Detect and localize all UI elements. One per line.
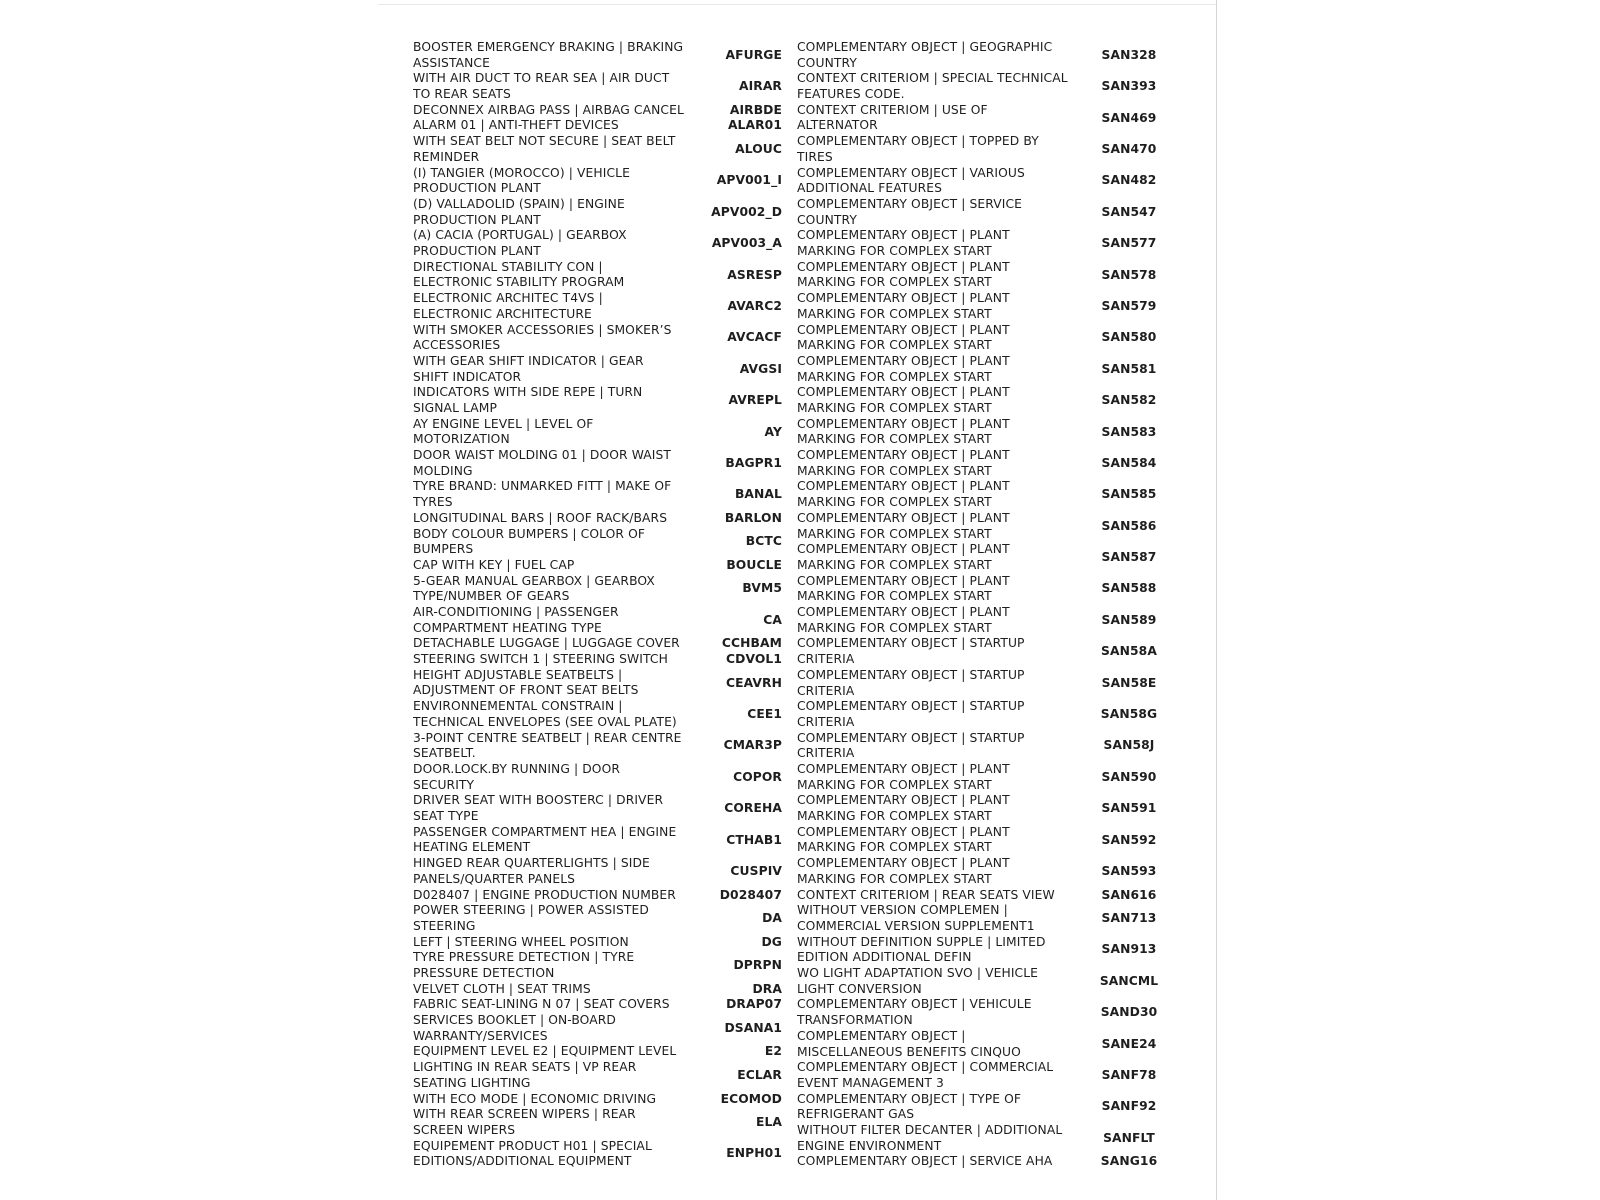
attribute-code: SAN587 <box>1101 550 1157 565</box>
option-description: HINGED REAR QUARTERLIGHTS | SIDE PANELS/QUARTER PANELS <box>413 856 650 886</box>
attribute-code: SAN713 <box>1101 911 1157 926</box>
option-code: BARLON <box>724 510 782 525</box>
attribute-description: COMPLEMENTARY OBJECT | PLANT MARKING FOR COMPLEX START <box>797 542 1010 572</box>
option-description: PASSENGER COMPARTMENT HEA | ENGINE HEATING ELEMENT <box>413 824 677 855</box>
right-code-column <box>1085 40 1173 1170</box>
attribute-code: SAN913 <box>1101 942 1157 957</box>
attribute-description: COMPLEMENTARY OBJECT | PLANT MARKING FOR COMPLEX START <box>797 259 1010 290</box>
option-description: WITH REAR SCREEN WIPERS | REAR SCREEN WIPERS <box>413 1107 636 1137</box>
option-code: D028407 <box>719 887 782 902</box>
attribute-code: SAN579 <box>1101 298 1157 313</box>
option-description: TYRE PRESSURE DETECTION | TYRE PRESSURE DETECTION <box>413 950 635 980</box>
option-code: ENPH01 <box>726 1146 782 1161</box>
option-code: ALAR01 <box>727 118 782 133</box>
option-code: BOUCLE <box>726 557 782 572</box>
option-code: CEAVRH <box>726 675 782 690</box>
option-code: ECLAR <box>737 1067 782 1082</box>
option-description: DOOR.LOCK.BY RUNNING | DOOR SECURITY <box>413 761 621 792</box>
attribute-description: COMPLEMENTARY OBJECT | VARIOUS ADDITIONAL FEATURES <box>797 165 1025 196</box>
attribute-description: WITHOUT DEFINITION SUPPLE | LIMITED EDITION ADDITIONAL DEFIN <box>797 934 1046 965</box>
option-description: ELECTRONIC ARCHITEC T4VS | ELECTRONIC ARCHITECTURE <box>413 291 603 321</box>
attribute-code: SAN470 <box>1101 142 1157 157</box>
attribute-code: SAN616 <box>1101 887 1157 902</box>
option-description: EQUIPMENT LEVEL E2 | EQUIPMENT LEVEL <box>413 1044 677 1059</box>
option-code: DG <box>761 934 782 949</box>
attribute-code: SAN592 <box>1101 832 1157 847</box>
attribute-code: SAN578 <box>1101 267 1157 282</box>
attribute-code: SANFLT <box>1103 1130 1155 1145</box>
scan-edge-line <box>378 4 1216 5</box>
option-code: ALOUC <box>735 142 782 156</box>
option-description: INDICATORS WITH SIDE REPE | TURN SIGNAL LAMP <box>413 385 643 415</box>
attribute-description: COMPLEMENTARY OBJECT | COMMERCIAL EVENT MANAGEMENT 3 <box>797 1060 1054 1090</box>
attribute-description: COMPLEMENTARY OBJECT | PLANT MARKING FOR COMPLEX START <box>797 228 1010 259</box>
attribute-description: COMPLEMENTARY OBJECT | STARTUP CRITERIA <box>797 636 1025 667</box>
attribute-code: SAND30 <box>1100 1005 1158 1020</box>
option-description: STEERING SWITCH 1 | STEERING SWITCH <box>413 652 668 667</box>
option-code: AIRAR <box>738 79 782 94</box>
option-code: DSANA1 <box>724 1020 782 1035</box>
option-description: DIRECTIONAL STABILITY CON | ELECTRONIC STABILITY PROGRAM <box>413 259 625 290</box>
option-description: 3-POINT CENTRE SEATBELT | REAR CENTRE SEATBELT. <box>413 730 682 761</box>
option-code: BCTC <box>745 534 782 549</box>
option-description: DETACHABLE LUGGAGE | LUGGAGE COVER <box>413 636 680 651</box>
attribute-code: SAN586 <box>1101 518 1157 533</box>
attribute-code: SAN588 <box>1101 581 1157 596</box>
option-code: BANAL <box>734 487 782 502</box>
attribute-description: COMPLEMENTARY OBJECT | MISCELLANEOUS BENEFITS CINQUO <box>797 1028 1021 1059</box>
attribute-code: SANE24 <box>1101 1036 1157 1051</box>
option-description: SERVICES BOOKLET | ON-BOARD WARRANTY/SERVICES <box>413 1013 616 1043</box>
option-description: LEFT | STEERING WHEEL POSITION <box>413 934 629 949</box>
option-code: ECOMOD <box>720 1091 782 1106</box>
right-description-column <box>797 40 1087 1170</box>
option-code: AVGSI <box>739 361 782 376</box>
option-description: ENVIRONNEMENTAL CONSTRAIN | TECHNICAL ENVELOPES (SEE OVAL PLATE) <box>413 699 677 729</box>
option-description: AIR-CONDITIONING | PASSENGER COMPARTMENT HEATING TYPE <box>413 605 619 635</box>
attribute-description: CONTEXT CRITERIOM | REAR SEATS VIEW <box>797 887 1055 902</box>
option-description: (A) CACIA (PORTUGAL) | GEARBOX PRODUCTION PLANT <box>413 228 627 259</box>
attribute-description: COMPLEMENTARY OBJECT | PLANT MARKING FOR COMPLEX START <box>797 761 1010 792</box>
option-description: 5-GEAR MANUAL GEARBOX | GEARBOX TYPE/NUMBER OF GEARS <box>413 573 655 604</box>
attribute-description: COMPLEMENTARY OBJECT | PLANT MARKING FOR COMPLEX START <box>797 416 1010 447</box>
attribute-description: COMPLEMENTARY OBJECT | SERVICE AHA <box>797 1154 1053 1169</box>
option-description: TYRE BRAND: UNMARKED FITT | MAKE OF TYRES <box>413 479 672 510</box>
attribute-description: COMPLEMENTARY OBJECT | PLANT MARKING FOR COMPLEX START <box>797 479 1010 510</box>
option-description: ALARM 01 | ANTI-THEFT DEVICES <box>413 118 619 133</box>
option-description: (I) TANGIER (MOROCCO) | VEHICLE PRODUCTION PLANT <box>413 165 630 196</box>
attribute-description: COMPLEMENTARY OBJECT | SERVICE COUNTRY <box>797 196 1023 227</box>
attribute-description: COMPLEMENTARY OBJECT | STARTUP CRITERIA <box>797 667 1025 698</box>
attribute-description: COMPLEMENTARY OBJECT | PLANT MARKING FOR COMPLEX START <box>797 824 1010 855</box>
option-code: ELA <box>755 1115 782 1130</box>
option-code: E2 <box>764 1044 782 1059</box>
option-code: COPOR <box>733 769 782 784</box>
option-description: DECONNEX AIRBAG PASS | AIRBAG CANCEL <box>413 102 684 117</box>
option-code: APV002_D <box>711 204 782 219</box>
left-description-column <box>413 40 693 1170</box>
attribute-code: SANF92 <box>1101 1099 1157 1114</box>
option-description: WITH SMOKER ACCESSORIES | SMOKER’S ACCESSORIES <box>413 322 672 353</box>
option-code: CA <box>763 612 782 627</box>
option-description: EQUIPEMENT PRODUCT H01 | SPECIAL EDITIONS/ADDITIONAL EQUIPMENT <box>413 1138 652 1169</box>
option-code: DRAP07 <box>726 997 782 1012</box>
attribute-description: COMPLEMENTARY OBJECT | PLANT MARKING FOR COMPLEX START <box>797 448 1010 478</box>
attribute-description: COMPLEMENTARY OBJECT | STARTUP CRITERIA <box>797 730 1025 761</box>
attribute-description: COMPLEMENTARY OBJECT | PLANT MARKING FOR COMPLEX START <box>797 605 1010 635</box>
attribute-description: COMPLEMENTARY OBJECT | PLANT MARKING FOR COMPLEX START <box>797 793 1010 824</box>
attribute-description: COMPLEMENTARY OBJECT | GEOGRAPHIC COUNTRY <box>797 40 1053 70</box>
attribute-description: COMPLEMENTARY OBJECT | PLANT MARKING FOR COMPLEX START <box>797 322 1010 353</box>
option-description: WITH SEAT BELT NOT SECURE | SEAT BELT REMINDER <box>413 134 676 164</box>
attribute-code: SAN328 <box>1101 47 1157 62</box>
option-code: CMAR3P <box>723 738 782 753</box>
attribute-code: SAN584 <box>1101 455 1157 470</box>
attribute-code: SANCML <box>1099 973 1159 988</box>
attribute-code: SAN585 <box>1101 487 1157 502</box>
attribute-description: CONTEXT CRITERIOM | USE OF ALTERNATOR <box>797 102 988 133</box>
option-description: D028407 | ENGINE PRODUCTION NUMBER <box>413 887 676 902</box>
attribute-code: SAN580 <box>1101 330 1157 345</box>
option-description: AY ENGINE LEVEL | LEVEL OF MOTORIZATION <box>413 416 594 447</box>
attribute-description: COMPLEMENTARY OBJECT | STARTUP CRITERIA <box>797 699 1025 729</box>
option-code: BAGPR1 <box>725 455 782 470</box>
attribute-code: SAN581 <box>1101 361 1157 376</box>
attribute-code: SAN58J <box>1103 738 1155 753</box>
attribute-description: COMPLEMENTARY OBJECT | VEHICULE TRANSFORMATION <box>797 997 1032 1028</box>
attribute-code: SAN482 <box>1101 173 1157 188</box>
option-description: FABRIC SEAT-LINING N 07 | SEAT COVERS <box>413 997 670 1012</box>
option-code: CUSPIV <box>730 863 782 878</box>
option-code: APV001_I <box>716 173 782 188</box>
option-code: DPRPN <box>733 958 782 973</box>
option-code: BVM5 <box>742 581 782 596</box>
option-description: WITH AIR DUCT TO REAR SEA | AIR DUCT TO REAR SEATS <box>413 71 670 102</box>
option-description: WITH ECO MODE | ECONOMIC DRIVING <box>413 1091 657 1106</box>
option-code: APV003_A <box>711 236 782 251</box>
attribute-code: SAN469 <box>1101 110 1157 125</box>
option-code: AY <box>764 424 782 439</box>
option-description: LONGITUDINAL BARS | ROOF RACK/BARS <box>413 510 668 525</box>
attribute-description: COMPLEMENTARY OBJECT | PLANT MARKING FOR COMPLEX START <box>797 353 1010 384</box>
option-code: CTHAB1 <box>726 832 782 847</box>
option-code: CCHBAM <box>721 636 782 651</box>
option-code: COREHA <box>724 801 782 816</box>
option-description: DRIVER SEAT WITH BOOSTERC | DRIVER SEAT TYPE <box>413 793 664 824</box>
option-code: DA <box>762 911 782 926</box>
option-code: AVREPL <box>728 393 782 408</box>
option-code: AVCACF <box>727 330 782 345</box>
attribute-description: COMPLEMENTARY OBJECT | TOPPED BY TIRES <box>797 134 1039 164</box>
option-description: DOOR WAIST MOLDING 01 | DOOR WAIST MOLDING <box>413 448 672 478</box>
attribute-description: CONTEXT CRITERIOM | SPECIAL TECHNICAL FEATURES CODE. <box>797 71 1068 102</box>
attribute-code: SAN577 <box>1101 236 1157 251</box>
option-description: POWER STEERING | POWER ASSISTED STEERING <box>413 903 649 933</box>
attribute-description: WITHOUT VERSION COMPLEMEN | COMMERCIAL VERSION SUPPLEMENT1 <box>797 903 1035 933</box>
option-description: BOOSTER EMERGENCY BRAKING | BRAKING ASSISTANCE <box>413 40 684 70</box>
attribute-code: SAN58A <box>1101 644 1157 659</box>
option-description: HEIGHT ADJUSTABLE SEATBELTS | ADJUSTMENT OF FRONT SEAT BELTS <box>413 667 639 698</box>
option-description: BODY COLOUR BUMPERS | COLOR OF BUMPERS <box>413 526 646 557</box>
attribute-description: COMPLEMENTARY OBJECT | PLANT MARKING FOR COMPLEX START <box>797 291 1010 321</box>
attribute-description: COMPLEMENTARY OBJECT | PLANT MARKING FOR COMPLEX START <box>797 573 1010 604</box>
attribute-code: SAN393 <box>1101 79 1157 94</box>
attribute-code: SAN590 <box>1101 769 1157 784</box>
option-code: AVARC2 <box>727 298 782 313</box>
option-description: WITH GEAR SHIFT INDICATOR | GEAR SHIFT INDICATOR <box>413 353 644 384</box>
option-description: (D) VALLADOLID (SPAIN) | ENGINE PRODUCTION PLANT <box>413 196 625 227</box>
option-code: CEE1 <box>747 707 782 721</box>
option-description: LIGHTING IN REAR SEATS | VP REAR SEATING LIGHTING <box>413 1060 637 1090</box>
option-code: AIRBDE <box>729 102 782 117</box>
option-code: AFURGE <box>725 47 782 62</box>
attribute-code: SAN589 <box>1101 612 1157 627</box>
option-code: CDVOL1 <box>726 652 782 667</box>
option-code: ASRESP <box>727 267 782 282</box>
attribute-code: SAN58E <box>1101 675 1157 690</box>
attribute-code: SAN58G <box>1100 707 1158 722</box>
attribute-code: SAN591 <box>1101 801 1157 816</box>
attribute-description: COMPLEMENTARY OBJECT | TYPE OF REFRIGERANT GAS <box>797 1091 1022 1122</box>
attribute-code: SAN582 <box>1101 393 1157 408</box>
attribute-description: WITHOUT FILTER DECANTER | ADDITIONAL ENGINE ENVIRONMENT <box>797 1122 1063 1153</box>
attribute-description: COMPLEMENTARY OBJECT | PLANT MARKING FOR COMPLEX START <box>797 385 1010 415</box>
option-description: CAP WITH KEY | FUEL CAP <box>413 557 575 572</box>
attribute-code: SANF78 <box>1101 1068 1157 1083</box>
attribute-code: SAN583 <box>1101 424 1157 439</box>
attribute-description: COMPLEMENTARY OBJECT | PLANT MARKING FOR COMPLEX START <box>797 856 1010 886</box>
attribute-code: SAN547 <box>1101 204 1157 219</box>
attribute-description: COMPLEMENTARY OBJECT | PLANT MARKING FOR COMPLEX START <box>797 510 1010 541</box>
left-code-column <box>690 40 782 1170</box>
option-description: VELVET CLOTH | SEAT TRIMS <box>413 981 591 996</box>
option-code: DRA <box>752 981 782 996</box>
attribute-code: SAN593 <box>1101 864 1157 878</box>
attribute-description: WO LIGHT ADAPTATION SVO | VEHICLE LIGHT CONVERSION <box>797 966 1039 996</box>
attribute-code: SANG16 <box>1100 1154 1158 1169</box>
